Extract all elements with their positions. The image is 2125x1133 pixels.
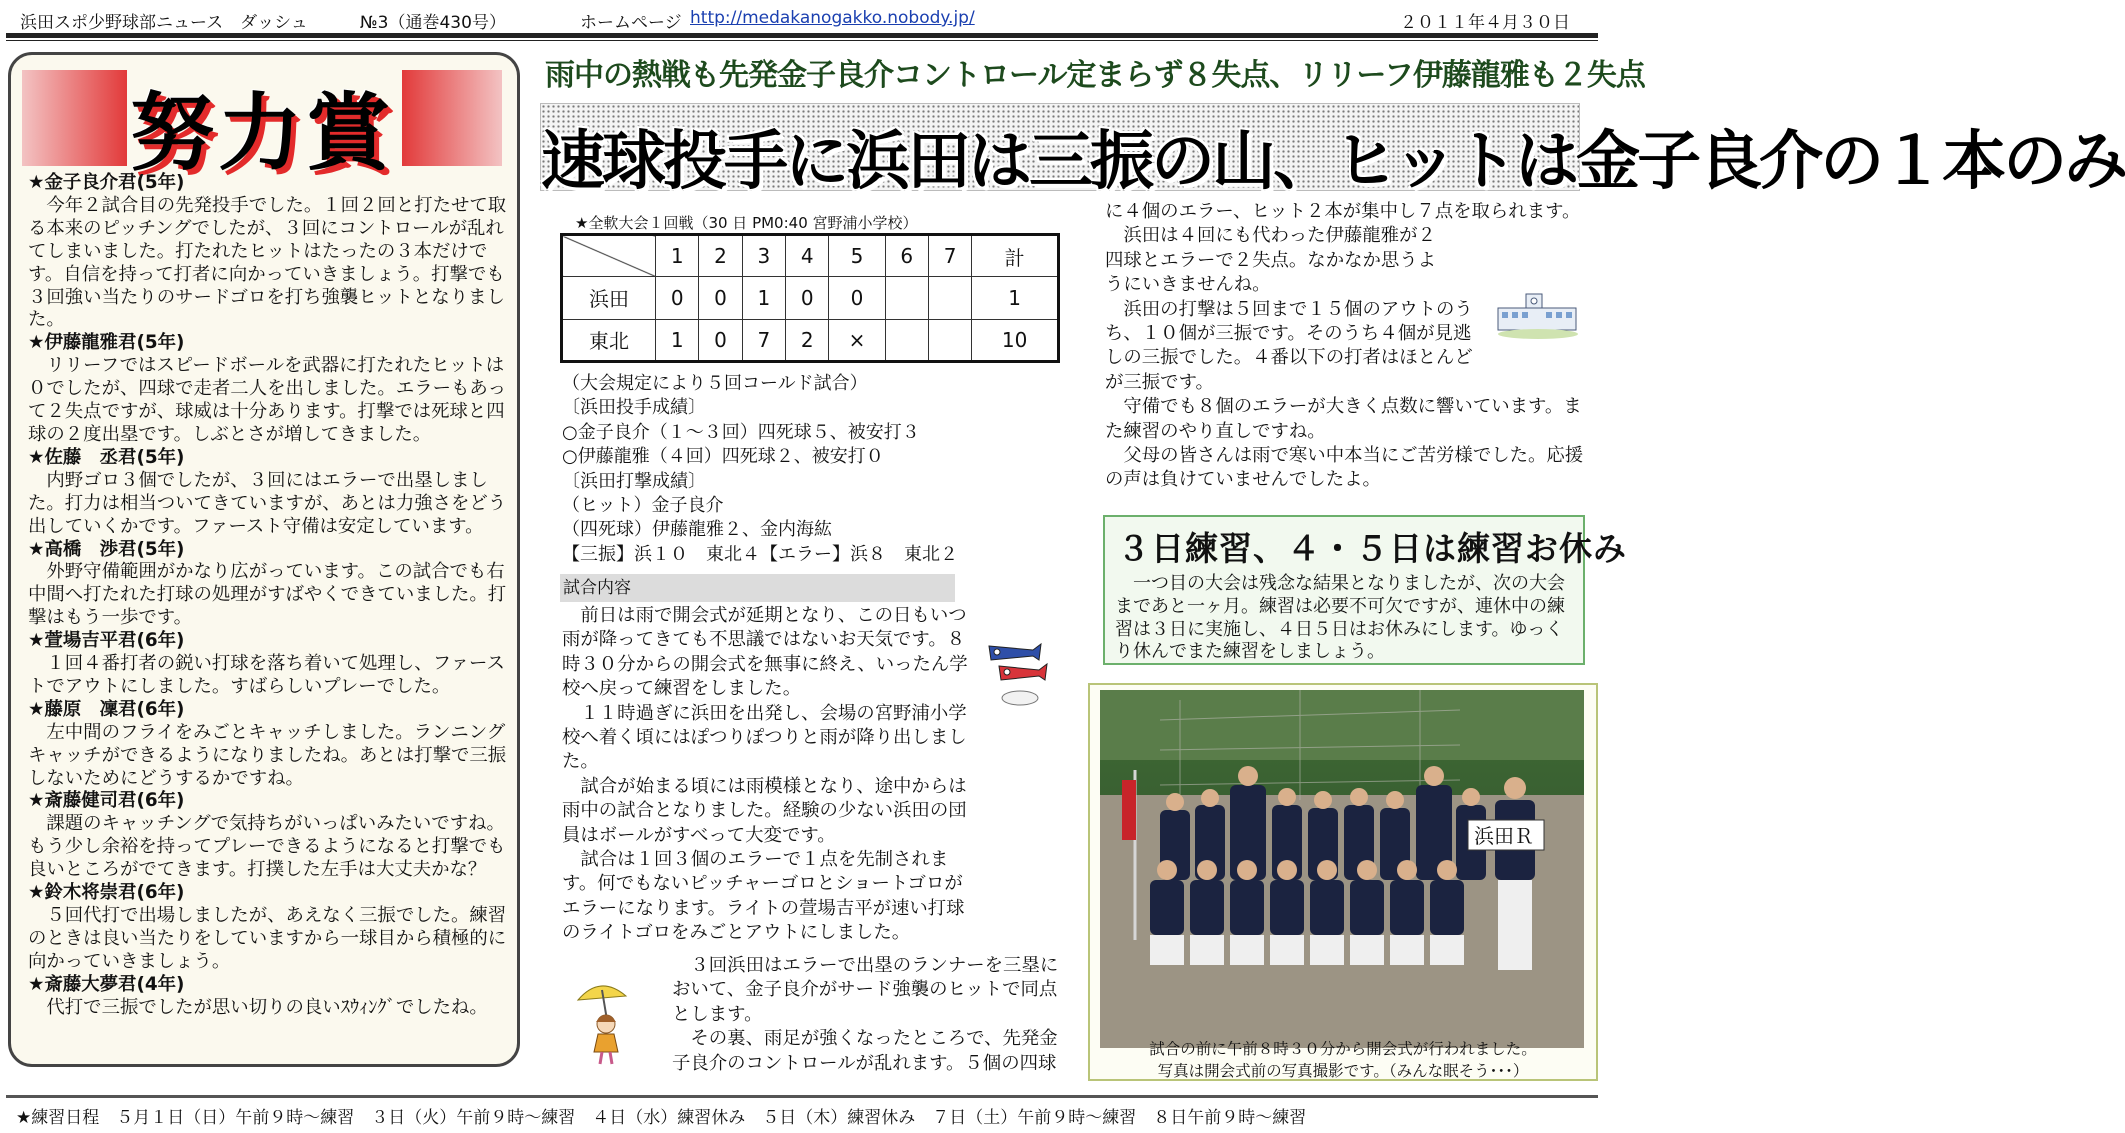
award-entry [28,332,510,447]
report-paragraph: 父母の皆さんは雨で寒い中本当にご苦労様でした。応援の声は負けていませんでしたよ。 [1105,445,1584,491]
report-paragraph: に４個のエラー、ヒット２本が集中し７点を取られます。 [1105,201,1581,222]
inning-score: 0 [656,277,699,319]
award-player-name: ★伊藤龍雅君(5年) [28,332,185,354]
inning-score: × [829,319,885,361]
inning-score: 0 [786,277,829,319]
award-title: 努力賞 [130,83,395,182]
stats-line: （大会規定により５回コールド試合） [562,373,868,394]
award-bar-left [22,70,127,166]
scoreboard [560,233,1060,363]
award-comment: 今年２試合目の先発投手でした。１回２回と打たせて取る本来のピッチングでしたが、３回にコントロールが乱れてしまいました。打たれたヒットはたったの３本だけです。自信を持って打者に向かっていきましょう。打撃でも３回強い当たりのサードゴロを打ち強襲ヒットとなりました。 [28,194,507,331]
top-rule [6,33,1598,38]
report-paragraph: 浜田の打撃は５回まで１５個のアウトのうち、１０個が三振です。そのうち４個が見逃しの三振でした。４番以下の打者はほとんどが三振です。 [1105,298,1473,393]
inning-score: 0 [699,319,742,361]
award-list [28,172,510,1020]
masthead [20,8,1590,32]
award-player-name: ★斎藤大夢君(4年) [28,973,185,995]
award-title-banner [22,70,502,182]
inning-score [885,277,928,319]
team-name: 浜田 [562,277,656,319]
award-player-name: ★高橋 渉君(5年) [28,538,185,560]
issue-date: ２０１１年４月３０日 [1400,13,1570,33]
award-entry [28,699,510,791]
stats-line: 【三振】浜１０ 東北４【エラー】浜８ 東北２ [562,543,958,565]
stats-line: 〔浜田投手成績〕 [562,397,706,419]
report-paragraph: 浜田は４回にも代わった伊藤龍雅が２四球とエラーで２失点。なかなか思うようにいきませんね。 [1105,225,1437,296]
inning-score [885,319,928,361]
photo-caption-line: 試合の前に午前８時３０分から開会式が行われました。 [1149,1040,1537,1058]
inning-score: 1 [742,277,785,319]
practice-notice [1103,515,1627,665]
newsletter-title: 浜田スポ少野球部ニュース ダッシュ [20,13,308,33]
sub-headline: 雨中の熱戦も先発金子良介コントロール定まらず８失点、リリーフ伊藤龍雅も２失点 [545,58,1645,93]
koinobori-illustration [985,640,1055,708]
award-player-name: ★藤原 凜君(6年) [28,698,185,720]
school-building-illustration [1496,290,1580,340]
award-comment: ５回代打で出場しましたが、あえなく三振でした。練習のときは良い当たりをしていますから一球目から積極的に向かっていきましょう。 [28,905,507,972]
award-entry [28,882,510,974]
report-paragraph: 前日は雨で開会式が延期となり、この日もいつ雨が降ってきても不思議ではないお天気です。８時３０分からの開会式を無事に終え、いったん学校へ戻って練習をしました。 [562,605,968,700]
inning-header: 7 [928,235,971,277]
top-rule-thin [6,40,1598,41]
award-comment: リリーフではスピードボールを武器に打たれたヒットは０でしたが、四球で走者二人を出しました。エラーもあって２失点ですが、球威は十分あります。打撃では死球と四球の２度出塁です。しぶとさが増してきました。 [28,355,506,445]
award-comment: 課題のキャッチングで気持ちがいっぱいみたいですね。もう少し余裕を持ってプレーできるようになると打撃でも良いところがでてきます。打撲した左手は大丈夫かな？ [28,813,506,881]
award-comment: 左中間のフライをみごとキャッチしました。ランニングキャッチができるようになりましたね。あとは打撃で三振しないためにどうするかですね。 [28,721,507,789]
stats-line: （ヒット）金子良介 [562,495,724,517]
scoreboard-row [562,319,1059,361]
scoreboard-header-row [562,235,1059,277]
total-header: 計 [972,235,1059,277]
award-player-name: ★佐藤 丞君(5年) [28,446,185,468]
homepage-label: ホームページ [580,13,682,33]
notice-body: 一つ目の大会は残念な結果となりましたが、次の大会まであと一ヶ月。練習は必要不可欠ですが、連休中の練習は３日に実施し、４日５日はお休みにします。ゆっくり休んでまた練習をしましょう。 [1115,573,1565,663]
award-comment: １回４番打者の鋭い打球を落ち着いて処理し、ファーストでアウトにしました。すばらしいプレーでした。 [28,653,505,697]
award-player-name: ★鈴木将崇君(6年) [28,882,185,904]
game-report-continued [672,954,1068,1076]
inning-header: 4 [786,235,829,277]
stats-line: 〔浜田打撃成績〕 [562,470,706,492]
award-comment: 外野守備範囲がかなり広がっています。この試合でも右中間へ打たれた打球の処理がすばやくできていました。打撃はもう一歩です。 [28,561,507,629]
report-paragraph: ３回浜田はエラーで出塁のランナーを三塁において、金子良介がサード強襲のヒットで同点とします。 [672,955,1059,1025]
practice-schedule: ★練習日程 ５月１日（日）午前９時～練習 ３日（火）午前９時～練習 ４日（水）練習休み ５日（木）練習休み ７日（土）午前９時～練習 ８日午前９時～練習 [16,1108,1307,1128]
report-header: 試合内容 [560,574,955,602]
inning-score [928,277,971,319]
game-caption: ★全軟大会１回戦（30 日 PM0:40 宮野浦小学校） [575,214,918,232]
inning-score: 0 [699,277,742,319]
award-comment: 代打で三振でしたが思い切りの良いｽｳｨﾝｸﾞでしたね。 [46,996,488,1018]
award-bar-right [402,70,502,166]
inning-score: 1 [656,319,699,361]
stats-line: ○金子良介（１～３回）四死球５、被安打３ [562,421,920,443]
award-comment: 内野ゴロ３個でしたが、３回にはエラーで出塁しました。打力は相当ついてきていますが、あとは力強さをどう出していくかです。ファースト守備は安定しています。 [28,469,507,537]
game-report [562,604,970,946]
award-player-name: ★萱場吉平君(6年) [28,630,185,652]
award-entry [28,974,510,1020]
issue-number: №3（通巻430号） [360,13,506,33]
main-headline-banner [540,103,2125,199]
award-entry [28,790,510,882]
inning-header: 6 [885,235,928,277]
homepage-link[interactable]: http://medakanogakko.nobody.jp/ [690,8,975,28]
award-entry [28,172,510,332]
inning-score: 7 [742,319,785,361]
report-paragraph: 試合は１回３個のエラーで１点を先制されます。何でもないピッチャーゴロとショートゴロがエラーになります。ライトの萱場吉平が速い打球のライトゴロをみごとアウトにしました。 [562,849,965,944]
inning-header: 1 [656,235,699,277]
main-headline: 速球投手に浜田は三振の山、ヒットは金子良介の１本のみ [541,125,2125,199]
scoreboard-corner [562,235,656,277]
award-player-name: ★金子良介君(5年) [28,172,185,193]
game-stats [562,372,962,567]
scoreboard-row [562,277,1059,319]
inning-score: 2 [786,319,829,361]
report-paragraph: 守備でも８個のエラーが大きく点数に響いています。また練習のやり直しですね。 [1105,396,1582,442]
award-entry [28,447,510,539]
stats-line: ○伊藤龍雅（４回）四死球２、被安打０ [562,446,884,468]
bottom-rule [6,1095,1598,1098]
report-paragraph: その裏、雨足が強くなったところで、先発金子良介のコントロールが乱れます。５個の四球 [672,1028,1058,1074]
report-paragraph: １１時過ぎに浜田を出発し、会場の宮野浦小学校へ着く頃にはぽつりぽつりと雨が降り出しました。 [562,702,967,773]
game-report-right [1105,200,1593,493]
award-entry [28,539,510,631]
inning-header: 2 [699,235,742,277]
inning-score [928,319,971,361]
inning-header: 5 [829,235,885,277]
team-name: 東北 [562,319,656,361]
total-score: 10 [972,319,1059,361]
stats-line: （四死球）伊藤龍雅２、金内海紘 [562,519,832,541]
team-sign-text: 浜田Ｒ [1474,824,1534,848]
award-entry [28,630,510,699]
award-player-name: ★斎藤健司君(6年) [28,790,185,812]
umbrella-girl-illustration [572,978,642,1068]
team-photo [1100,690,1584,1048]
total-score: 1 [972,277,1059,319]
inning-score: 0 [829,277,885,319]
inning-header: 3 [742,235,785,277]
notice-title: ３日練習、４・５日は練習お休み [1117,529,1627,568]
report-paragraph: 試合が始まる頃には雨模様となり、途中からは雨中の試合となりました。経験の少ない浜田の団員はボールがすべって大変です。 [562,775,967,846]
photo-caption-line: 写真は開会式前の写真撮影です。（みんな眠そう･･･） [1157,1062,1529,1080]
photo-caption [1098,1038,1588,1082]
